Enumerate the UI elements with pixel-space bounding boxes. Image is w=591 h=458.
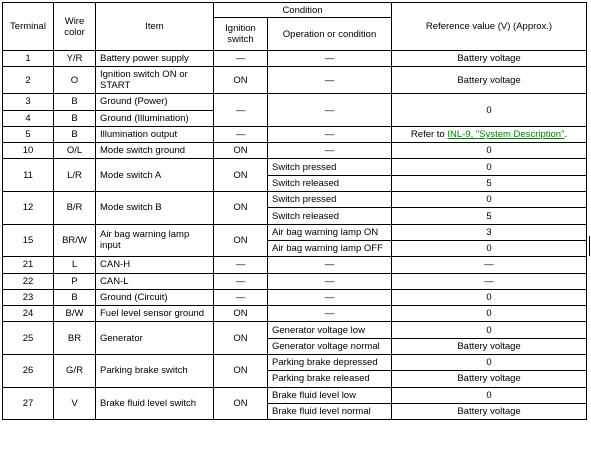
reference-cell: 3	[392, 224, 587, 240]
item-cell: Illumination output	[96, 126, 214, 142]
ignition-cell: —	[214, 94, 268, 127]
wire-color-cell: B	[54, 289, 96, 305]
header-reference: Reference value (V) (Approx.)	[392, 3, 587, 51]
wire-color-cell: BR	[54, 322, 96, 355]
header-item: Item	[96, 3, 214, 51]
wire-color-cell: B	[54, 94, 96, 110]
ignition-cell: ON	[214, 322, 268, 355]
table-row	[3, 289, 587, 305]
ignition-cell: ON	[214, 192, 268, 225]
reference-cell: Battery voltage	[392, 371, 587, 387]
table-row	[3, 224, 587, 240]
condition-cell: —	[268, 306, 392, 322]
terminal-cell: 3	[3, 94, 54, 110]
item-cell: Fuel level sensor ground	[96, 306, 214, 322]
terminal-cell: 26	[3, 355, 54, 388]
table-row	[3, 51, 587, 67]
table-row	[3, 67, 587, 94]
reference-cell: —	[392, 273, 587, 289]
table-row	[3, 126, 587, 142]
wire-color-cell: G/R	[54, 355, 96, 388]
table-row	[3, 273, 587, 289]
wire-color-cell: L	[54, 257, 96, 273]
terminal-cell: 21	[3, 257, 54, 273]
condition-cell: —	[268, 67, 392, 94]
terminal-reference-table	[2, 2, 587, 420]
wire-color-cell: B	[54, 110, 96, 126]
condition-cell: Generator voltage low	[268, 322, 392, 338]
page-edge-marker	[589, 236, 590, 256]
reference-cell: 5	[392, 175, 587, 191]
item-cell: Generator	[96, 322, 214, 355]
wire-color-cell: O/L	[54, 143, 96, 159]
terminal-cell: 27	[3, 387, 54, 420]
ignition-cell: ON	[214, 355, 268, 388]
condition-cell: Parking brake released	[268, 371, 392, 387]
table-row	[3, 322, 587, 338]
terminal-cell: 25	[3, 322, 54, 355]
reference-cell: Battery voltage	[392, 338, 587, 354]
terminal-cell: 22	[3, 273, 54, 289]
terminal-cell: 5	[3, 126, 54, 142]
terminal-cell: 2	[3, 67, 54, 94]
item-cell: Ground (Illumination)	[96, 110, 214, 126]
ignition-cell: ON	[214, 143, 268, 159]
reference-cell: 0	[392, 387, 587, 403]
condition-cell: Switch released	[268, 208, 392, 224]
reference-cell: Battery voltage	[392, 403, 587, 419]
reference-cell	[392, 126, 587, 142]
terminal-cell: 12	[3, 192, 54, 225]
condition-cell: —	[268, 51, 392, 67]
condition-cell: —	[268, 143, 392, 159]
system-description-link[interactable]: INL-9, "System Description"	[447, 129, 565, 141]
condition-cell: Switch pressed	[268, 192, 392, 208]
item-cell: Mode switch ground	[96, 143, 214, 159]
item-cell: Parking brake switch	[96, 355, 214, 388]
ignition-cell: —	[214, 51, 268, 67]
wire-color-cell: P	[54, 273, 96, 289]
condition-cell: —	[268, 289, 392, 305]
condition-cell: Switch pressed	[268, 159, 392, 175]
condition-cell: Generator voltage normal	[268, 338, 392, 354]
terminal-cell: 10	[3, 143, 54, 159]
reference-cell: 0	[392, 322, 587, 338]
header-ignition-switch: Ignition switch	[214, 18, 268, 51]
reference-cell: 0	[392, 159, 587, 175]
table-row	[3, 387, 587, 403]
ignition-cell: ON	[214, 224, 268, 257]
ignition-cell: —	[214, 126, 268, 142]
ignition-cell: —	[214, 257, 268, 273]
wire-color-cell: B	[54, 126, 96, 142]
terminal-cell: 24	[3, 306, 54, 322]
ignition-cell: —	[214, 273, 268, 289]
reference-cell: 0	[392, 289, 587, 305]
condition-cell: Switch released	[268, 175, 392, 191]
wire-color-cell: O	[54, 67, 96, 94]
reference-cell: 0	[392, 143, 587, 159]
item-cell: Brake fluid level switch	[96, 387, 214, 420]
terminal-cell: 23	[3, 289, 54, 305]
condition-cell: —	[268, 126, 392, 142]
condition-cell: Brake fluid level low	[268, 387, 392, 403]
terminal-cell: 4	[3, 110, 54, 126]
ignition-cell: ON	[214, 67, 268, 94]
condition-cell: —	[268, 94, 392, 127]
table-row	[3, 306, 587, 322]
condition-cell: —	[268, 257, 392, 273]
condition-cell: Air bag warning lamp OFF	[268, 240, 392, 256]
ignition-cell: —	[214, 289, 268, 305]
wire-color-cell: L/R	[54, 159, 96, 192]
reference-cell: 0	[392, 355, 587, 371]
item-cell: CAN-L	[96, 273, 214, 289]
table-row	[3, 94, 587, 110]
wire-color-cell: Y/R	[54, 51, 96, 67]
wire-color-cell: V	[54, 387, 96, 420]
reference-cell: Battery voltage	[392, 67, 587, 94]
terminal-cell: 11	[3, 159, 54, 192]
reference-cell: 0	[392, 240, 587, 256]
reference-suffix: .	[564, 129, 568, 141]
item-cell: Mode switch B	[96, 192, 214, 225]
reference-cell: Battery voltage	[392, 51, 587, 67]
item-cell: Ground (Circuit)	[96, 289, 214, 305]
reference-cell: 0	[392, 192, 587, 208]
reference-cell: 0	[392, 94, 587, 127]
condition-cell: Parking brake depressed	[268, 355, 392, 371]
item-cell: Ignition switch ON or START	[96, 67, 214, 94]
item-cell: Air bag warning lamp input	[96, 224, 214, 257]
table-body	[3, 51, 587, 420]
item-cell: Mode switch A	[96, 159, 214, 192]
ignition-cell: ON	[214, 159, 268, 192]
table-row	[3, 143, 587, 159]
header-terminal: Terminal	[3, 3, 54, 51]
terminal-cell: 15	[3, 224, 54, 257]
item-cell: Battery power supply	[96, 51, 214, 67]
reference-cell: —	[392, 257, 587, 273]
condition-cell: Air bag warning lamp ON	[268, 224, 392, 240]
reference-prefix: Refer to	[410, 129, 448, 141]
reference-cell: 0	[392, 306, 587, 322]
table-row	[3, 257, 587, 273]
header-condition: Condition	[214, 3, 392, 18]
header-wire-color: Wire color	[54, 3, 96, 51]
reference-cell: 5	[392, 208, 587, 224]
wire-color-cell: B/R	[54, 192, 96, 225]
wire-color-cell: B/W	[54, 306, 96, 322]
condition-cell: Brake fluid level normal	[268, 403, 392, 419]
header-operation: Operation or condition	[268, 18, 392, 51]
item-cell: CAN-H	[96, 257, 214, 273]
table-row	[3, 192, 587, 208]
ignition-cell: ON	[214, 306, 268, 322]
item-cell: Ground (Power)	[96, 94, 214, 110]
condition-cell: —	[268, 273, 392, 289]
table-row	[3, 159, 587, 175]
ignition-cell: ON	[214, 387, 268, 420]
wire-color-cell: BR/W	[54, 224, 96, 257]
table-row	[3, 355, 587, 371]
terminal-cell: 1	[3, 51, 54, 67]
